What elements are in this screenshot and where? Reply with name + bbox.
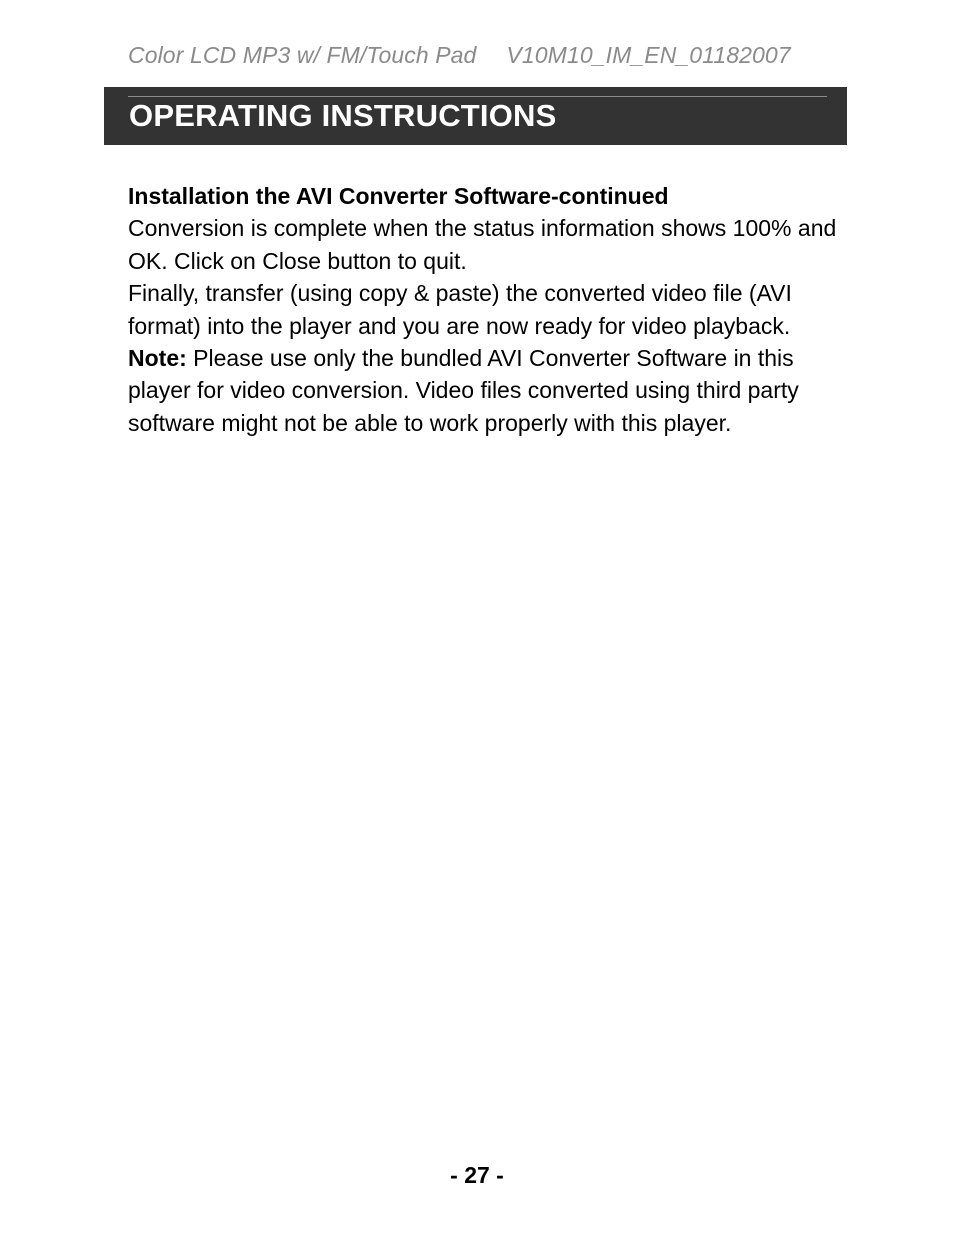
section-title: OPERATING INSTRUCTIONS — [129, 98, 557, 133]
header-document-code: V10M10_IM_EN_01182007 — [506, 42, 791, 68]
paragraph-transfer-video: Finally, transfer (using copy & paste) the converted video file (AVI format) into the player and you are now ready for video playback. — [128, 280, 792, 339]
section-title-bar — [104, 87, 847, 145]
subheading: Installation the AVI Converter Software-continued — [128, 183, 669, 209]
page-number: - 27 - — [450, 1162, 504, 1188]
note-label: Note: — [128, 345, 187, 372]
note-paragraph — [128, 342, 838, 439]
running-header — [128, 42, 791, 69]
page-content — [128, 180, 838, 439]
section-bar-rule — [128, 96, 827, 97]
paragraph-conversion-complete: Conversion is complete when the status information shows 100% and OK. Click on Close button to quit. — [128, 215, 837, 274]
note-text: Please use only the bundled AVI Converter Software in this player for video conversion. Video files converted using third party software might not be able to work properly with this player. — [128, 345, 799, 436]
header-product-name: Color LCD MP3 w/ FM/Touch Pad — [128, 42, 477, 68]
